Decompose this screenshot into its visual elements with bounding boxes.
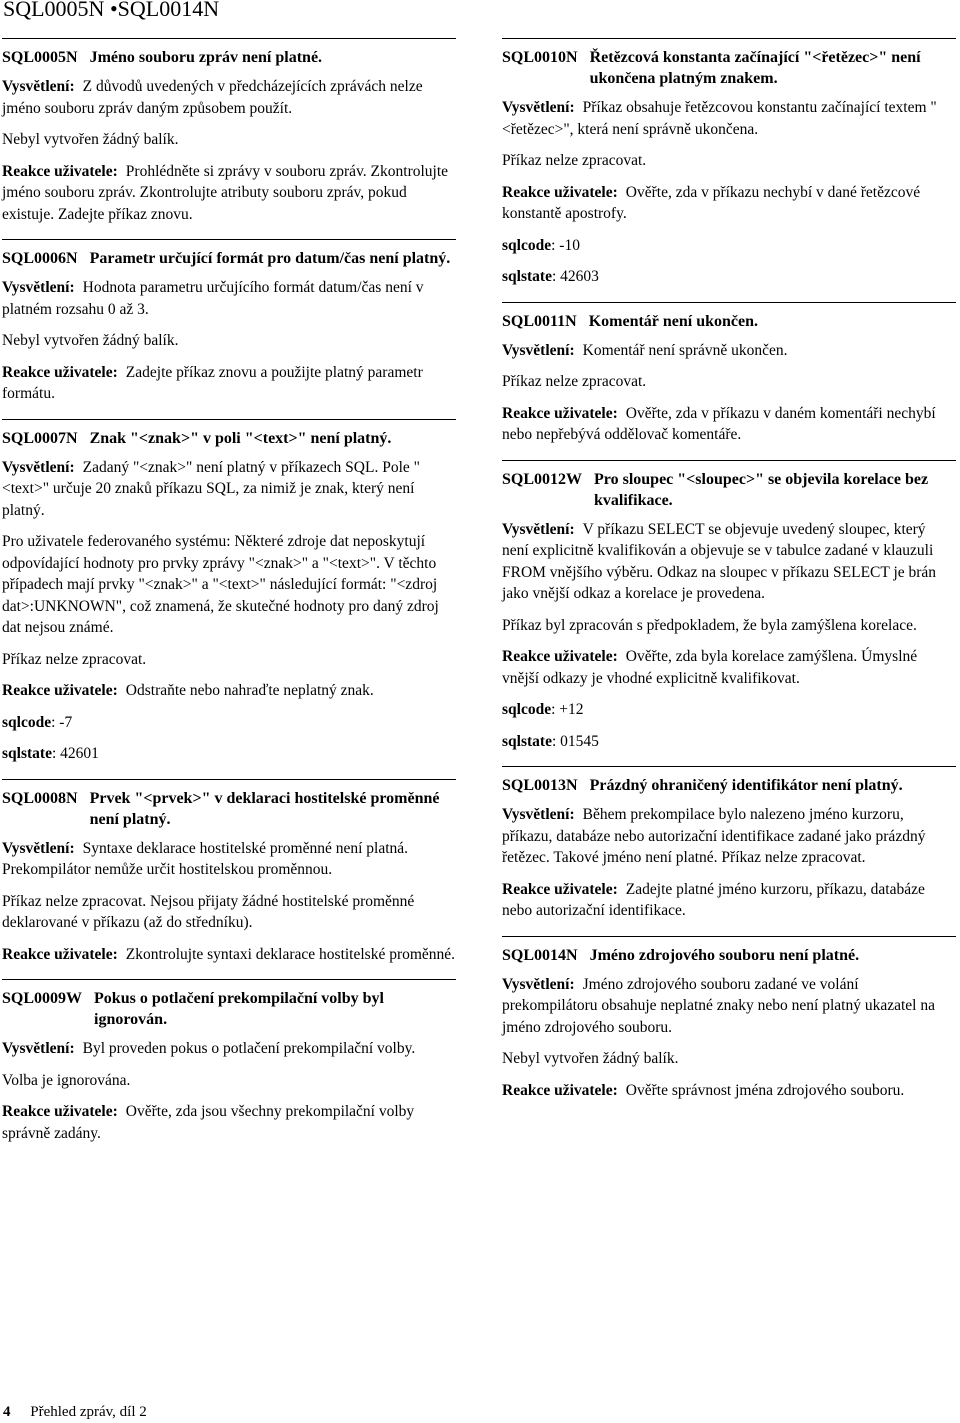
info-paragraph (502, 1048, 956, 1070)
message-title-text: Jméno souboru zpráv není platné. (89, 49, 323, 66)
info-paragraph (2, 1070, 456, 1092)
user-response-text: Zadejte příkaz znovu a použijte platný parametr formátu. (2, 363, 423, 402)
sqlcode-label: sqlcode (502, 236, 552, 254)
explanation-label: Vysvětlení: (502, 520, 575, 538)
info-paragraph-text: Příkaz nelze zpracovat. (502, 152, 647, 169)
message-entry (502, 936, 956, 1102)
explanation-label: Vysvětlení: (2, 78, 75, 95)
user-response-label: Reakce uživatele: (2, 363, 118, 381)
sqlstate-value: 42603 (560, 268, 599, 285)
user-response (2, 362, 456, 405)
message-code: SQL0008N (2, 789, 78, 807)
explanation-text: Komentář není správně ukončen. (582, 341, 788, 359)
message-title (502, 469, 956, 511)
user-response-text: Ověřte, zda v příkazu v daném komentáři nechybí nebo nepřebývá oddělovač komentáře. (502, 404, 936, 443)
message-title (2, 428, 456, 449)
explanation-text: Zadaný "<znak>" není platný v příkazech SQL. Pole "<text>" určuje 20 znaků příkazu SQL, za nimiž je znak, který není platný. (2, 458, 420, 519)
info-paragraph-text: Příkaz byl zpracován s předpokladem, že byla zamýšlena korelace. (502, 616, 917, 634)
explanation (502, 340, 956, 362)
explanation-label: Vysvětlení: (2, 1040, 75, 1057)
explanation-text: V příkazu SELECT se objevuje uvedený sloupec, který není explicitně kvalifikován a objevuje se v tabulce zadané v klauzuli FROM vnějšího výběru. Odkaz na sloupec v příkazu SELECT je brán jako vnější odkaz a korelace je provedena. (502, 520, 937, 602)
user-response-text: Ověřte, zda byla korelace zamýšlena. Úmyslné vnější odkazy je vhodné explicitně kvalifikovat. (502, 648, 918, 687)
explanation (2, 76, 456, 119)
page-header: SQL0005N •SQL0014N (3, 0, 220, 21)
message-entry (2, 779, 456, 966)
user-response-text: Ověřte správnost jména zdrojového souboru. (625, 1081, 905, 1099)
message-entry (2, 239, 456, 405)
message-entry (502, 38, 956, 288)
sqlstate-value: 42601 (60, 745, 99, 762)
explanation-text: Byl proveden pokus o potlačení prekompilační volby. (82, 1040, 416, 1057)
sqlstate-line: sqlstate: 01545 (502, 732, 599, 750)
user-response-text: Ověřte, zda v příkazu nechybí v dané řetězcové konstantě apostrofy. (502, 183, 921, 222)
message-code: SQL0011N (502, 312, 577, 330)
sqlstate-label: sqlstate (502, 732, 552, 750)
info-paragraph-text: Příkaz nelze zpracovat. (2, 650, 147, 668)
explanation-label: Vysvětlení: (502, 806, 575, 823)
explanation (502, 519, 956, 605)
sqlcode-label: sqlcode (502, 701, 552, 718)
info-paragraph (502, 615, 956, 637)
explanation-label: Vysvětlení: (2, 458, 75, 476)
user-response (502, 182, 956, 225)
message-code: SQL0012W (502, 470, 583, 488)
user-response-text: Odstraňte nebo nahraďte neplatný znak. (125, 682, 374, 699)
message-entry (502, 302, 956, 446)
message-title (502, 47, 956, 89)
message-code: SQL0010N (502, 49, 578, 66)
user-response (2, 161, 456, 226)
message-title-text: Prázdný ohraničený identifikátor není platný. (589, 777, 903, 794)
message-code: SQL0007N (2, 429, 78, 447)
message-title-text: Prvek "<prvek>" v deklaraci hostitelské proměnné není platný. (89, 789, 440, 828)
user-response (2, 680, 456, 702)
message-code: SQL0014N (502, 946, 578, 964)
sqlstate-value: 01545 (560, 732, 599, 750)
sqlcode-value: +12 (559, 701, 584, 718)
sqlcode-line: sqlcode: -7 (2, 713, 73, 731)
explanation-text: Jméno zdrojového souboru zadané ve volání prekompilátoru obsahuje neplatné znaky nebo není platný ukazatel na jméno zdrojového souboru. (502, 975, 935, 1036)
sqlstate-label: sqlstate (502, 268, 552, 285)
sqlstate-line: sqlstate: 42601 (2, 745, 99, 762)
explanation-text: Příkaz obsahuje řetězcovou konstantu začínající textem "<řetězec>", která není správně ukončena. (502, 99, 937, 138)
message-entry (502, 766, 956, 922)
page-number: 4 (3, 1404, 11, 1420)
user-response-label: Reakce uživatele: (502, 404, 618, 422)
user-response-text: Zadejte platné jméno kurzoru, příkazu, databáze nebo autorizační identifikace. (502, 880, 925, 919)
left-column (2, 38, 456, 1158)
explanation-text: Z důvodů uvedených v předcházejících zprávách nelze jméno souboru zpráv daným způsobem použít. (2, 78, 423, 117)
message-code: SQL0009W (2, 990, 83, 1007)
page-footer (3, 1404, 147, 1421)
message-code: SQL0006N (2, 250, 78, 267)
info-paragraph (2, 330, 456, 352)
info-paragraph (2, 891, 456, 934)
message-code: SQL0013N (502, 777, 578, 794)
info-paragraph (2, 129, 456, 151)
info-paragraph-text: Pro uživatele federovaného systému: Některé zdroje dat neposkytují odpovídající hodnoty pro prvky zprávy "<znak>" a "<text>". V těchto případech mají prvky "<znak>" a "<text>" následující formát: "<zdroj dat>:UNKNOWN", což znamená, že skutečné hodnoty pro daný zdroj dat nejsou známé. (2, 533, 439, 636)
info-paragraph-text: Nebyl vytvořen žádný balík. (2, 332, 179, 349)
explanation-label: Vysvětlení: (2, 839, 75, 857)
info-paragraph (502, 150, 956, 172)
message-title (2, 248, 456, 269)
user-response (502, 646, 956, 689)
message-entry (502, 460, 956, 753)
sqlcode-value: -10 (559, 236, 580, 254)
footer-text: Přehled zpráv, díl 2 (30, 1404, 147, 1420)
message-title-text: Znak "<znak>" v poli "<text>" není platný. (89, 429, 392, 447)
sqlcode-line: sqlcode: -10 (502, 236, 580, 254)
user-response-label: Reakce uživatele: (2, 682, 118, 699)
user-response-text: Prohlédněte si zprávy v souboru zpráv. Zkontrolujte jméno souboru zpráv. Zkontrolujte atributy souboru zpráv, pokud existuje. Zadejte příkaz znovu. (2, 162, 449, 223)
explanation (2, 457, 456, 522)
user-response-label: Reakce uživatele: (2, 1103, 118, 1120)
explanation-text: Hodnota parametru určujícího formát datum/čas není v platném rozsahu 0 až 3. (2, 279, 424, 318)
explanation-label: Vysvětlení: (502, 99, 575, 116)
explanation-label: Vysvětlení: (502, 975, 575, 993)
explanation (2, 1038, 456, 1060)
message-title (2, 47, 456, 68)
message-entry (2, 419, 456, 765)
explanation (502, 804, 956, 869)
explanation-label: Vysvětlení: (502, 341, 575, 359)
user-response-label: Reakce uživatele: (2, 945, 118, 963)
user-response (502, 1080, 956, 1102)
info-paragraph-text: Příkaz nelze zpracovat. (502, 373, 647, 390)
info-paragraph (502, 371, 956, 393)
explanation (502, 974, 956, 1039)
sqlcode-value: -7 (59, 713, 73, 731)
info-paragraph-text: Volba je ignorována. (2, 1071, 131, 1089)
sqlstate-line: sqlstate: 42603 (502, 268, 599, 285)
message-title-text: Jméno zdrojového souboru není platné. (589, 946, 860, 964)
user-response-label: Reakce uživatele: (502, 183, 618, 201)
info-paragraph-text: Nebyl vytvořen žádný balík. (502, 1050, 679, 1067)
message-title (2, 788, 456, 830)
message-title (2, 988, 456, 1030)
message-title-text: Pro sloupec "<sloupec>" se objevila korelace bez kvalifikace. (594, 470, 929, 509)
sqlcode-label: sqlcode (2, 713, 52, 731)
user-response (2, 1101, 456, 1144)
message-entry (2, 979, 456, 1144)
message-title (502, 775, 956, 796)
explanation (2, 838, 456, 881)
user-response (502, 879, 956, 922)
message-title-text: Řetězcová konstanta začínající "<řetězec>" není ukončena platným znakem. (589, 49, 921, 87)
message-title-text: Parametr určující formát pro datum/čas není platný. (89, 250, 451, 267)
user-response (502, 403, 956, 446)
user-response-text: Ověřte, zda jsou všechny prekompilační volby správně zadány. (2, 1103, 415, 1142)
message-code: SQL0005N (2, 49, 78, 66)
explanation-text: Syntaxe deklarace hostitelské proměnné není platná. Prekompilátor nemůže určit hostitelskou proměnnou. (2, 839, 409, 878)
message-entry (2, 38, 456, 225)
user-response-text: Zkontrolujte syntaxi deklarace hostitelské proměnné. (125, 945, 456, 963)
user-response-label: Reakce uživatele: (502, 880, 618, 898)
message-title-text: Komentář není ukončen. (588, 312, 759, 330)
explanation (2, 277, 456, 320)
user-response-label: Reakce uživatele: (502, 648, 618, 665)
user-response-label: Reakce uživatele: (502, 1081, 618, 1099)
explanation-text: Během prekompilace bylo nalezeno jméno kurzoru, příkazu, databáze nebo autorizační identifikace zadané jako prázdný řetězec. Takové jméno není platné. Příkaz nelze zpracovat. (502, 806, 926, 866)
sqlcode-line: sqlcode: +12 (502, 701, 584, 718)
info-paragraph-text: Nebyl vytvořen žádný balík. (2, 131, 179, 148)
user-response-label: Reakce uživatele: (2, 162, 118, 180)
message-title (502, 945, 956, 966)
sqlstate-label: sqlstate (2, 745, 52, 762)
info-paragraph-text: Příkaz nelze zpracovat. Nejsou přijaty žádné hostitelské proměnné deklarované v příkazu (až do středníku). (2, 892, 415, 931)
explanation (502, 97, 956, 140)
user-response (2, 944, 456, 966)
info-paragraph (2, 649, 456, 671)
explanation-label: Vysvětlení: (2, 279, 75, 296)
message-title (502, 311, 956, 332)
info-paragraph (2, 531, 456, 639)
message-title-text: Pokus o potlačení prekompilační volby byl ignorován. (94, 990, 384, 1028)
right-column (502, 38, 956, 1115)
